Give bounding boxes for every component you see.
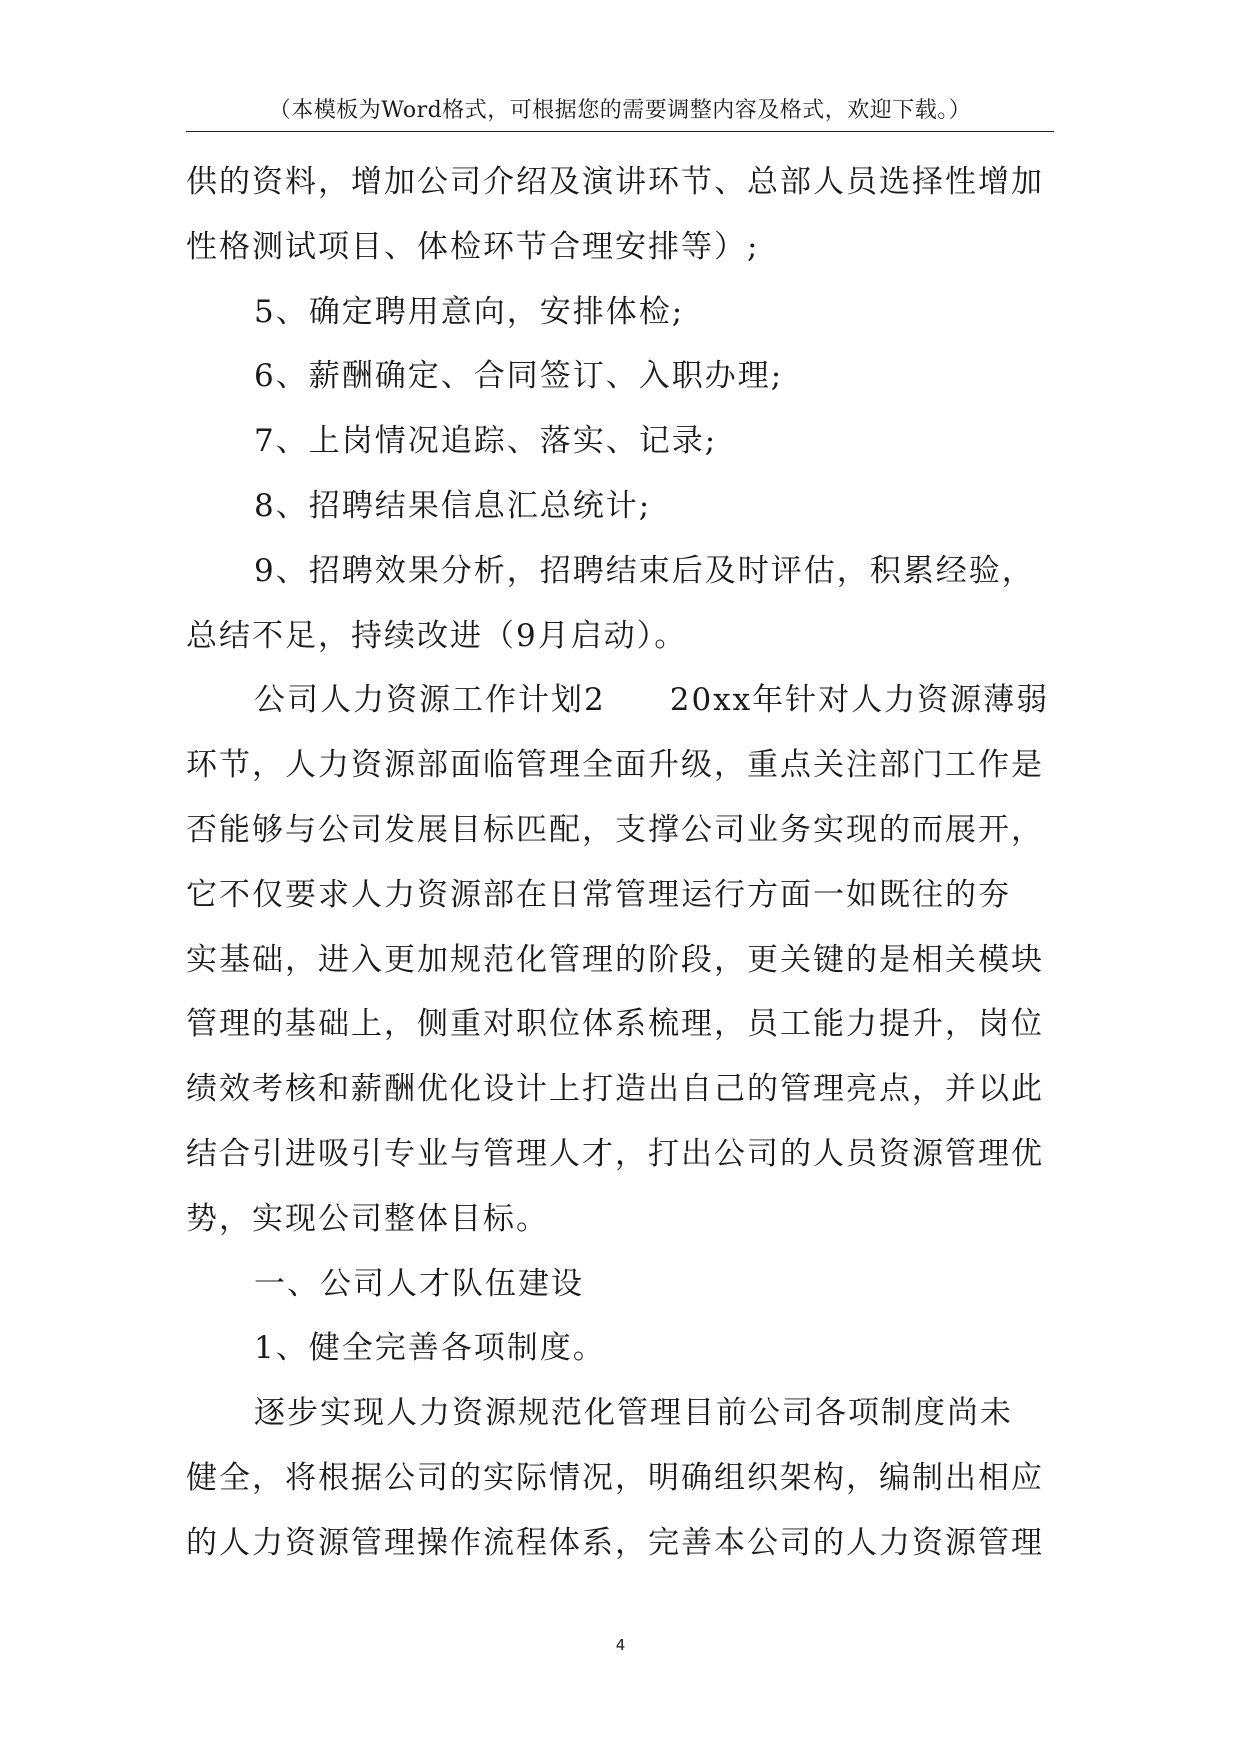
body-line: 供的资料，增加公司介绍及演讲环节、总部人员选择性增加 — [186, 164, 1044, 200]
template-notice: （本模板为Word格式，可根据您的需要调整内容及格式，欢迎下载。） — [268, 98, 972, 123]
body-line: 它不仅要求人力资源部在日常管理运行方面一如既往的夯 — [186, 876, 1011, 913]
list-item-9: 9、招聘效果分析，招聘结束后及时评估，积累经验， — [254, 552, 1035, 589]
plan-intro: 20xx年针对人力资源薄弱 — [669, 682, 1050, 719]
list-item-7: 7、上岗情况追踪、落实、记录; — [254, 423, 718, 460]
body-line: 环节，人力资源部面临管理全面升级，重点关注部门工作是 — [186, 747, 1044, 784]
plan-heading-line — [186, 668, 1066, 733]
body-line: 结合引进吸引专业与管理人才，打出公司的人员资源管理优 — [186, 1135, 1044, 1172]
plan-title: 公司人力资源工作计划2 — [254, 682, 606, 719]
document-body — [186, 150, 1066, 1576]
section-heading: 一、公司人才队伍建设 — [254, 1265, 584, 1302]
body-line: 总结不足，持续改进（9月启动）。 — [186, 617, 688, 654]
body-line: 管理的基础上，侧重对职位体系梳理，员工能力提升，岗位 — [186, 1006, 1044, 1043]
page-number: 4 — [615, 1636, 626, 1654]
body-line: 性格测试项目、体检环节合理安排等）; — [186, 228, 760, 265]
body-line: 否能够与公司发展目标匹配，支撑公司业务实现的而展开， — [186, 811, 1044, 848]
header-divider — [186, 131, 1054, 132]
body-line: 的人力资源管理操作流程体系，完善本公司的人力资源管理 — [186, 1524, 1044, 1561]
body-line: 逐步实现人力资源规范化管理目前公司各项制度尚未 — [254, 1395, 1013, 1432]
subsection-heading: 1、健全完善各项制度。 — [254, 1330, 606, 1367]
list-item-6: 6、薪酬确定、合同签订、入职办理; — [254, 358, 784, 395]
list-item-5: 5、确定聘用意向，安排体检; — [254, 293, 685, 330]
body-line: 绩效考核和薪酬优化设计上打造出自己的管理亮点，并以此 — [186, 1071, 1044, 1108]
body-line: 实基础，进入更加规范化管理的阶段，更关键的是相关模块 — [186, 941, 1044, 978]
body-line: 势，实现公司整体目标。 — [186, 1200, 549, 1237]
body-line: 健全，将根据公司的实际情况，明确组织架构，编制出相应 — [186, 1459, 1044, 1496]
list-item-8: 8、招聘结果信息汇总统计; — [254, 487, 652, 524]
